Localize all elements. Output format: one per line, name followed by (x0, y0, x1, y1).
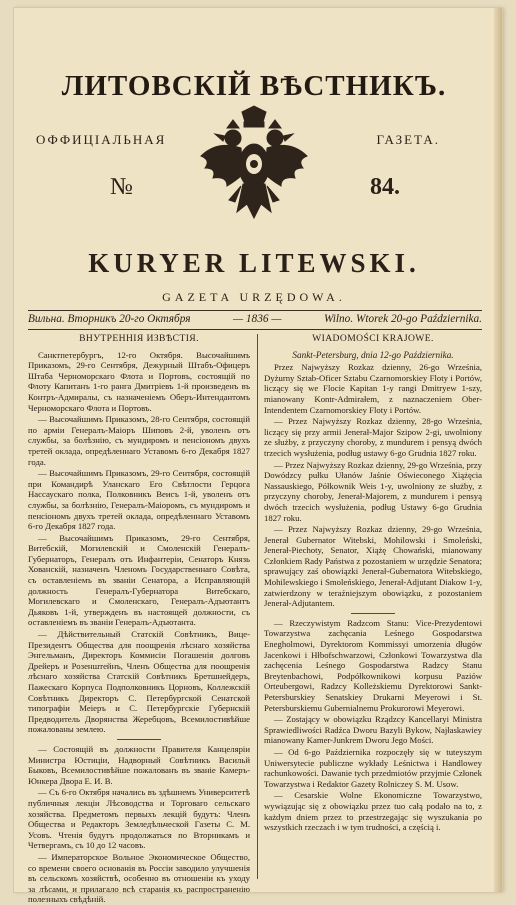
article-paragraph: — Съ 6-го Октября начались въ здѣшнемъ Университетѣ публичныя лекціи Лѣсоводства и Торговаго сельскаго хозяйства. Предметомъ первыхъ лекцій будутъ: Членъ Общества и Редакторъ Земледѣльческой Газеты С. М. Усовъ. Чтенія будутъ продолжаться по Вторникамъ и Четвергамъ, съ 10 до 12 часовъ. (28, 787, 250, 851)
article-paragraph: — Состоящій въ должности Правителя Канцеляріи Министра Юстиціи, Надворный Совѣтникъ Васильй Быковъ, Всемилостивѣйше пожалованъ въ званіе Камеръ-Юнкера Двора Е. И. В. (28, 743, 250, 786)
dateline (28, 313, 482, 325)
dateline-top-rule (28, 310, 482, 311)
double-headed-eagle-icon (197, 104, 311, 236)
masthead-title-pl: KURYER LITEWSKI. (88, 248, 420, 278)
column-divider (257, 334, 258, 879)
article-paragraph: — Cesarskie Wolne Ekonomiczne Towarzystwo, wywiązując się z obowiązku przez tuo całą podało na to, z każdym dniem przez to przestrzegając się wyszukania po wszystkich rzeczach i w tym trudności, a częścią i. (264, 790, 482, 833)
masthead-subtitle-left: ОФФИЦІАЛЬНАЯ (36, 132, 167, 147)
article-paragraph: — Высочайшимъ Приказомъ, 28-го Сентября, состоящій по арміи Генералъ-Маіоръ Шиповъ 2-й, уволенъ отъ службы, за болѣзнію, съ мундиромъ и пенсіономъ двухъ третей оклада, опредѣленнаго Уставомъ 6-го Декабря 1827 года. (28, 414, 250, 467)
article-paragraph: — Высочайшимъ Приказомъ, 29-го Сентября, Витебскій, Могилевскій и Смоленскій Генералъ-Губернаторъ, Генералъ отъ Инфантеріи, Сенаторъ Князь Хованскій, назначенъ Членомъ Государственнаго Совѣта, съ оставленіемъ въ званіи Сенатора, а Исправляющій должность Генералъ-Губернатора Витебскаго, Могилевскаго и Смоленскаго, Генералъ-Адъютантъ Дьяковъ 1-й, утвержденъ въ настоящей должности, съ оставленіемъ въ званіи Генералъ-Адъютанта. (28, 532, 250, 628)
article-paragraph: Санктпетербургъ, 12-го Октября. Высочайшимъ Приказомъ, 29-го Сентября, Дежурный Штабъ-Офицеръ Штаба Черноморскаго Флота и Портовъ, состоящій по Флоту Капитанъ 1-го ранга Дмитріевъ 1-й произведенъ въ Контръ-Адмиралы, съ назначеніемъ Оберъ-Интендантомъ Черноморскаго Флота и Портовъ. (28, 349, 250, 413)
article-paragraph: — Przez Najwyższy Rozkaz dzienny, 29-go Września, Jenerał Gubernator Witebski, Mohilowski i Smoleński, Jenerał-Piechoty, Senator, Xiążę Chowański, mianowany Członkiem Rady Państwa z pozostaniem w urzędzie Senatora; sprawujący zaś obowiązki Jenerał-Gubernatora Witebskiego, Mohilewskiego i Smoleńskiego, Jenerał-Adjutant Diakow 1-y, zatwierdzony w teraźniejszym obowiązku, z pozostaniem Jenerał-Adjutantem. (264, 524, 482, 609)
dateline-pl: Wilno. Wtorek 20-go Października. (323, 313, 482, 325)
issue-number-label: № (110, 174, 133, 200)
section-heading-pl: WIADOMOŚCI KRAJOWE. (312, 333, 434, 344)
article-paragraph: — Дѣйствительный Статскій Совѣтникъ, Вице-Президентъ Общества для поощренія лѣснаго хозяйства Энгельманъ, Директоръ Коммисіи Погашенія долговъ Дрейеръ и Розенштейнъ, Членъ Общества для поощренія лѣснаго хозяйства Статскій Совѣтникъ Бретшнейдеръ, Пажескаго Корпуса Подполковникъ Цорновъ, Коллежскій Совѣтникъ Директоръ С. Петербургской Сенатской типографіи Меіеръ и С. Петербургскіе Губернскій Предводитель Дворянства Жеребцовъ, Всемилостивѣйше пожалованы землею. (28, 629, 250, 735)
article-paragraph: — Zostający w obowiązku Rządzcy Kancellaryi Ministra Sprawiedliwości Radźca Dworu Bazyli Bykow, Najłaskawiey mianowany Kamer-Junkrem Dworu Jego Mości. (264, 714, 482, 746)
masthead-title-ru: ЛИТОВСКІЙ ВѢСТНИКЪ. (61, 70, 447, 102)
right-column-pl (264, 334, 482, 833)
article-paragraph: — Высочайшимъ Приказомъ, 29-го Сентября, состоящій при Командирѣ Уланскаго Его Свѣтлости Герцога Нассаускаго полка, Полковникъ Веисъ 1-й, уволенъ отъ службы, за болѣзнію, Генералъ-Маіоромъ, съ мундиромъ и пенсіономъ двухъ третей оклада, опредѣленнаго Уставомъ 6-го Декабря 1827 года. (28, 468, 250, 532)
article-paragraph: — Rzeczywistym Radzcom Stanu: Vice-Prezydentowi Towarzystwa zachęcania Leśnego Gospodarstwa Enegholmowi, Dyrektorom Kommissyi umorzenia długów Jacenkowi i Hłbofschwarzowi, Członkowi Towarzystwa dla zachęcenia Leśnego Gospodarstwa Radzcy Stanu Breytenbachowi, Podpółkownikowi korpusu Paziów Orteubergowi, Radzcy Kolleżskiemu Dyrektorowi Sankt-Petersburskiey Senatskiey Drukarni Meyerowi i St. Petersburskiemu Gubernialnemu Prokurorowi Meyerowi. (264, 617, 482, 713)
section-heading-ru: ВНУТРЕННІЯ ИЗВѢСТІЯ. (79, 333, 199, 344)
section-separator (117, 739, 161, 740)
article-paragraph: Przez Najwyższy Rozkaz dzienny, 26-go Września, Dyżurny Sztab-Oficer Sztabu Czarnomorskiey Floty i Portów, liczący się we Flocie Kapitan 1-y rangi Dmitryew 1-szy, mianowany Kontr-Admirałem, z naznaczeniem Ober-Intendentem Czarnomorskiey Floty i Portów. (264, 362, 482, 415)
left-column-ru (28, 334, 250, 905)
masthead-subtitle-right: ГАЗЕТА. (376, 132, 440, 147)
place-date-pl: Sankt-Petersburg, dnia 12-go Października. (292, 349, 454, 360)
article-paragraph: — Przez Najwyższy Rozkaz dzienny, 28-go Września, liczący się przy armii Jenerał-Major Szipow 2-gi, uwolniony ze służby, z przyczyny choroby, z mundurem i pensyą dwóch trzecich wysłużenia, podług ustawy 6-go Grudnia 1827 roku. (264, 416, 482, 458)
issue-number: 84. (370, 174, 400, 200)
masthead-subtitle-pl: GAZETA URZĘDOWA. (162, 290, 346, 304)
page-edge (494, 8, 502, 892)
article-paragraph: — Od 6-go Października rozpoczęły się w tuteyszym Uniwersytecie publiczne wykłady Leśnictwa i Handlowey rachunkowości. Dawanie tych przedmiotów przyjmie Członek Towarzystwa i Redaktor Gazety Rolniczey S. M. Usow. (264, 746, 482, 789)
newspaper-page (14, 8, 502, 905)
article-paragraph: — Przez Najwyższy Rozkaz dzienny, 29-go Września, przy Dowódzcy pułku Ułanów Jaśnie Oświeconego Xiążęcia Nassauskiego, Półkownik Weis 1-y, uwolniony ze służby, z przyczyny choroby, Jenerał-Majorem, z mundurem i pensyą dwóch trzecich wysłużenia, podług Ustawy 6-go Grudnia 1827 roku. (264, 459, 482, 523)
dateline-year: — 1836 — (233, 313, 282, 325)
dateline-bottom-rule (28, 329, 482, 330)
article-paragraph: — Императорское Вольное Экономическое Общество, со времени своего основанія въ Россіи заводило улучшенія въ сельскомъ хозяйствѣ, особенно въ отношеніи къ уходу за лѣсами, и прилагало всѣ старанія къ распространенію полезныхъ свѣдѣній. (28, 851, 250, 905)
dateline-ru: Вильна. Вторникъ 20-го Октября (28, 313, 191, 325)
section-separator (351, 613, 395, 614)
